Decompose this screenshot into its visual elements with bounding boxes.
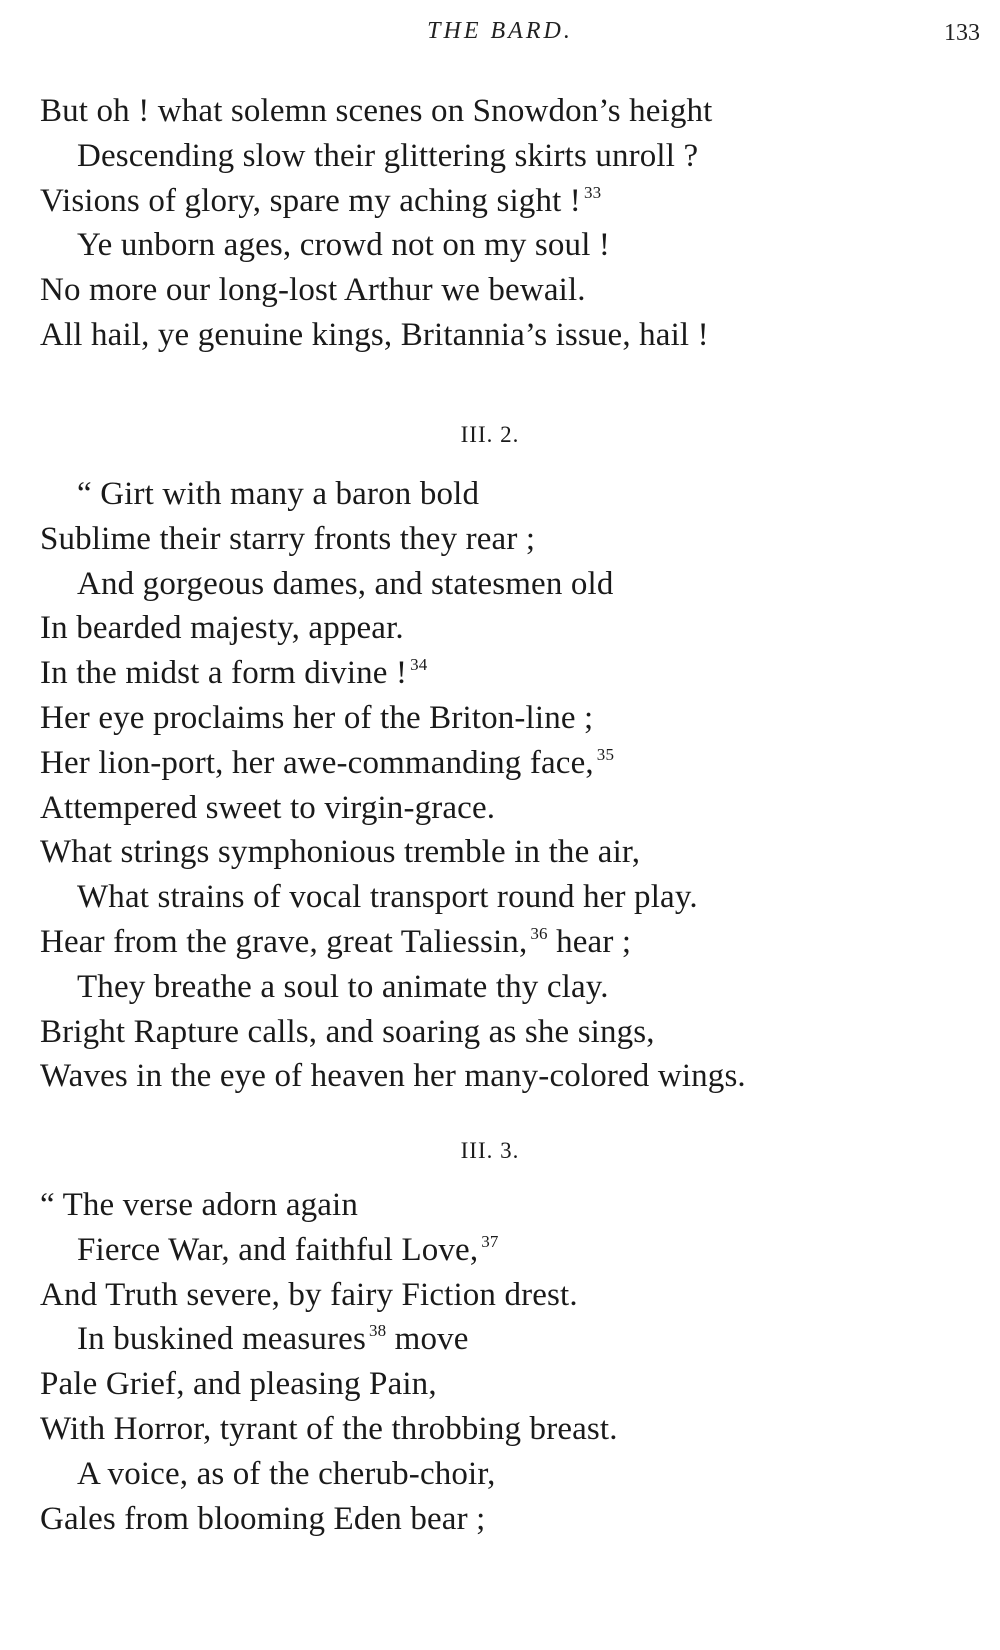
page-header (0, 14, 1000, 54)
verse-line: They breathe a soul to animate thy clay. (77, 968, 609, 1005)
verse-line: Her eye proclaims her of the Briton-line ; (40, 699, 594, 736)
verse-line: Bright Rapture calls, and soaring as she sings, (40, 1013, 655, 1050)
verse-line: With Horror, tyrant of the throbbing breast. (40, 1410, 618, 1447)
verse-line: In bearded majesty, appear. (40, 610, 404, 647)
verse-line: Descending slow their glittering skirts unroll ? (77, 137, 699, 174)
section-heading-iii-2: III. 2. (460, 422, 520, 447)
footnote-ref: 36 (530, 923, 548, 943)
verse-line: Pale Grief, and pleasing Pain, (40, 1366, 437, 1403)
verse-line: But oh ! what solemn scenes on Snowdon’s height (40, 93, 713, 129)
verse-line: Gales from blooming Eden bear ; (40, 1500, 486, 1537)
verse-line: Waves in the eye of heaven her many-colored wings. (40, 1058, 746, 1095)
verse-line: What strains of vocal transport round her play. (77, 879, 698, 916)
footnote-ref: 35 (596, 744, 615, 764)
verse-line: Ye unborn ages, crowd not on my soul ! (77, 227, 611, 264)
running-title: THE BARD. (427, 18, 573, 44)
verse-line: Sublime their starry fronts they rear ; (40, 520, 536, 557)
footnote-ref: 33 (583, 182, 602, 202)
verse-line: A voice, as of the cherub-choir, (77, 1455, 496, 1492)
footnote-ref: 37 (481, 1231, 499, 1251)
footnote-ref: 34 (410, 655, 428, 675)
stanza-iii-3 (40, 1183, 980, 1541)
verse-line: Attempered sweet to virgin-grace. (40, 789, 496, 826)
verse-line: In the midst a form divine ! $^{34}$ (40, 655, 428, 692)
footnote-ref: 38 (368, 1321, 387, 1341)
verse-line: And gorgeous dames, and statesmen old (77, 565, 614, 602)
verse-line: In buskined measures $^{38}$ move (77, 1321, 469, 1358)
verse-line: Visions of glory, spare my aching sight ! $^{33}$ (40, 182, 602, 219)
verse-line: Her lion-port, her awe-commanding face, $^{35}$ (40, 744, 615, 781)
verse-line: And Truth severe, by fairy Fiction drest. (40, 1276, 578, 1313)
verse-line: All hail, ye genuine kings, Britannia’s issue, hail ! (40, 316, 709, 353)
verse-line: Fierce War, and faithful Love, $^{37}$ (77, 1231, 499, 1268)
verse-line: Hear from the grave, great Taliessin, $^{36}$ hear ; (40, 923, 632, 960)
stanza-iii-2 (40, 472, 980, 1099)
verse-line: “ The verse adorn again (40, 1187, 359, 1223)
verse-line: No more our long-lost Arthur we bewail. (40, 272, 586, 309)
page-number: 133 (944, 20, 980, 46)
stanza-iii-1-end (40, 89, 980, 358)
verse-line: “ Girt with many a baron bold (77, 476, 480, 512)
verse-line: What strings symphonious tremble in the air, (40, 834, 641, 871)
section-heading-iii-3: III. 3. (460, 1138, 520, 1163)
